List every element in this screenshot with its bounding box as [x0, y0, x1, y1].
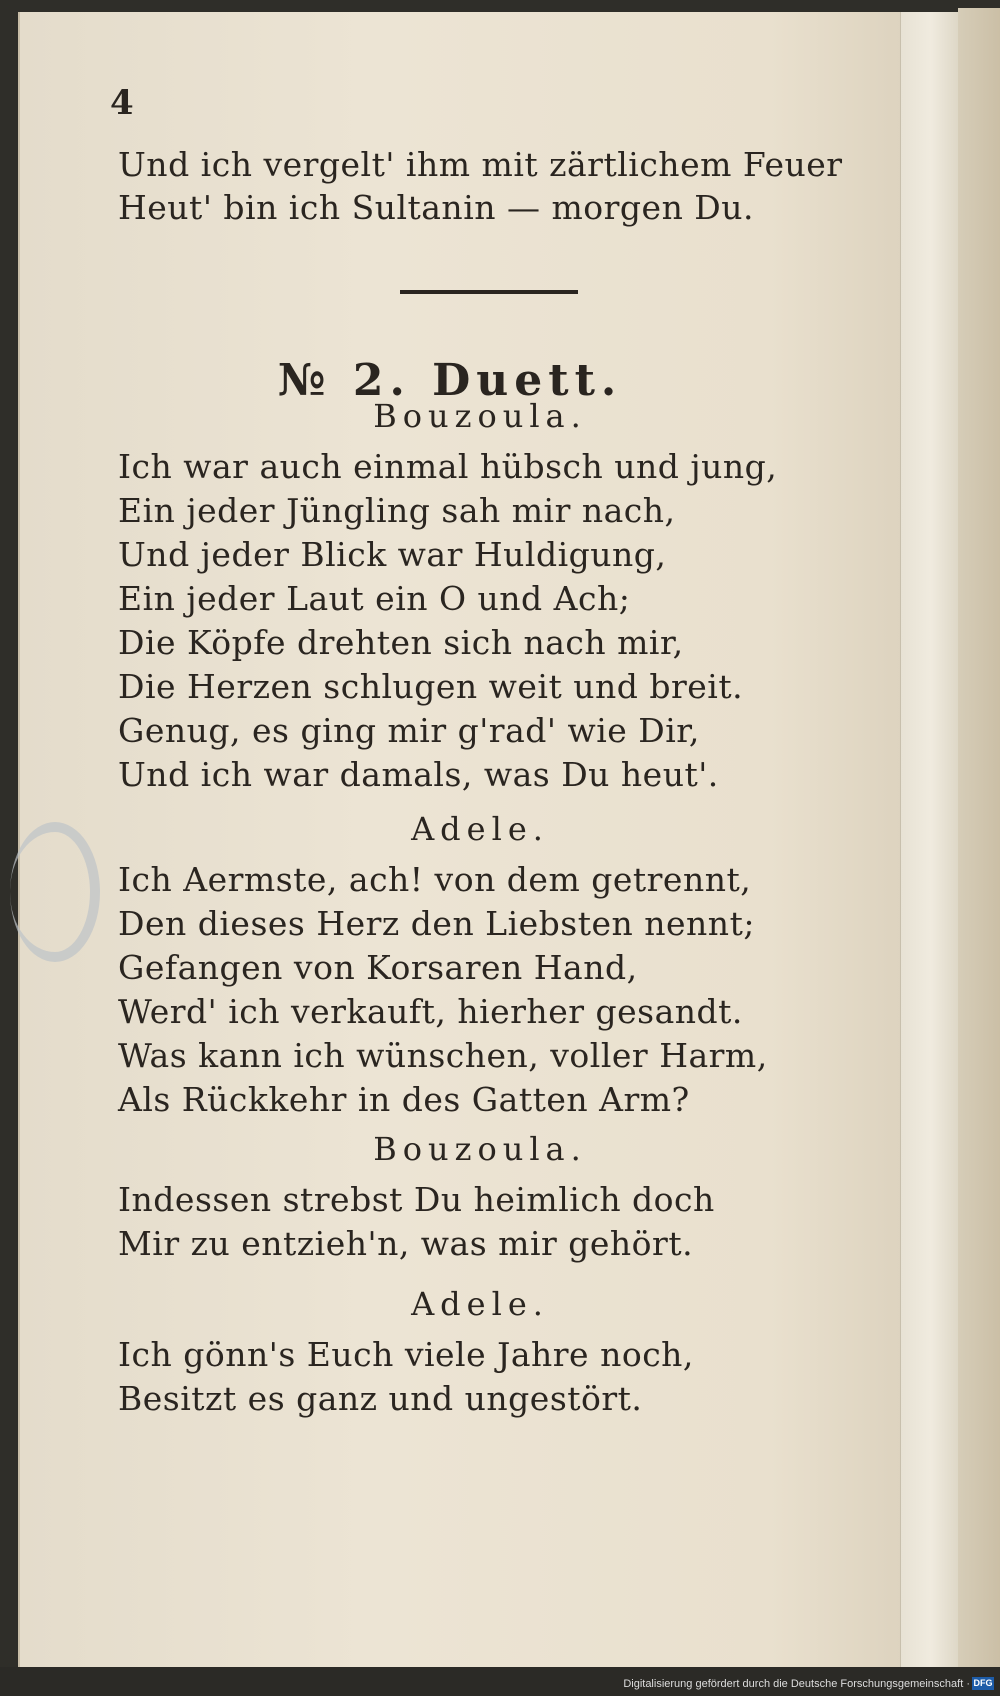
verse-line: Mir zu entzieh'n, was mir gehört.: [118, 1224, 694, 1263]
dfg-logo: DFG: [973, 1678, 993, 1688]
section-heading: № 2. Duett.: [277, 355, 623, 406]
verse-line: Besitzt es ganz und ungestört.: [118, 1379, 643, 1418]
speaker-name: Adele.: [411, 1285, 549, 1323]
verse-line: Was kann ich wünschen, voller Harm,: [118, 1036, 768, 1075]
verse-line: Den dieses Herz den Liebsten nennt;: [118, 904, 755, 943]
page-number: 4: [110, 83, 134, 123]
verse-line: Indessen strebst Du heimlich doch: [118, 1180, 715, 1219]
speaker-name: Bouzoula.: [373, 1130, 587, 1168]
verse-line: Als Rückkehr in des Gatten Arm?: [118, 1080, 690, 1119]
verse-line: Ein jeder Laut ein O und Ach;: [118, 579, 631, 618]
verse-line: Ich war auch einmal hübsch und jung,: [118, 447, 778, 486]
verse-line: Werd' ich verkauft, hierher gesandt.: [118, 992, 743, 1031]
verse-line: Ich Aermste, ach! von dem getrennt,: [118, 860, 752, 899]
verse-line: Und jeder Blick war Huldigung,: [118, 535, 667, 574]
verse-line: Und ich vergelt' ihm mit zärtlichem Feuer: [118, 145, 843, 184]
verse-line: Heut' bin ich Sultanin — morgen Du.: [118, 188, 755, 227]
section-divider: [400, 290, 578, 294]
digitization-credit: Digitalisierung gefördert durch die Deutsche Forschungsgemeinschaft ·: [623, 1678, 970, 1690]
verse-line: Die Köpfe drehten sich nach mir,: [118, 623, 684, 662]
verse-line: Die Herzen schlugen weit und breit.: [118, 667, 744, 706]
verse-line: Ein jeder Jüngling sah mir nach,: [118, 491, 676, 530]
verse-line: Ich gönn's Euch viele Jahre noch,: [118, 1335, 694, 1374]
speaker-name: Adele.: [411, 810, 549, 848]
verse-line: Genug, es ging mir g'rad' wie Dir,: [118, 711, 700, 750]
verse-line: Und ich war damals, was Du heut'.: [118, 755, 719, 794]
verse-line: Gefangen von Korsaren Hand,: [118, 948, 638, 987]
speaker-name: Bouzoula.: [373, 397, 587, 435]
book-cover-edge: [958, 8, 1000, 1673]
